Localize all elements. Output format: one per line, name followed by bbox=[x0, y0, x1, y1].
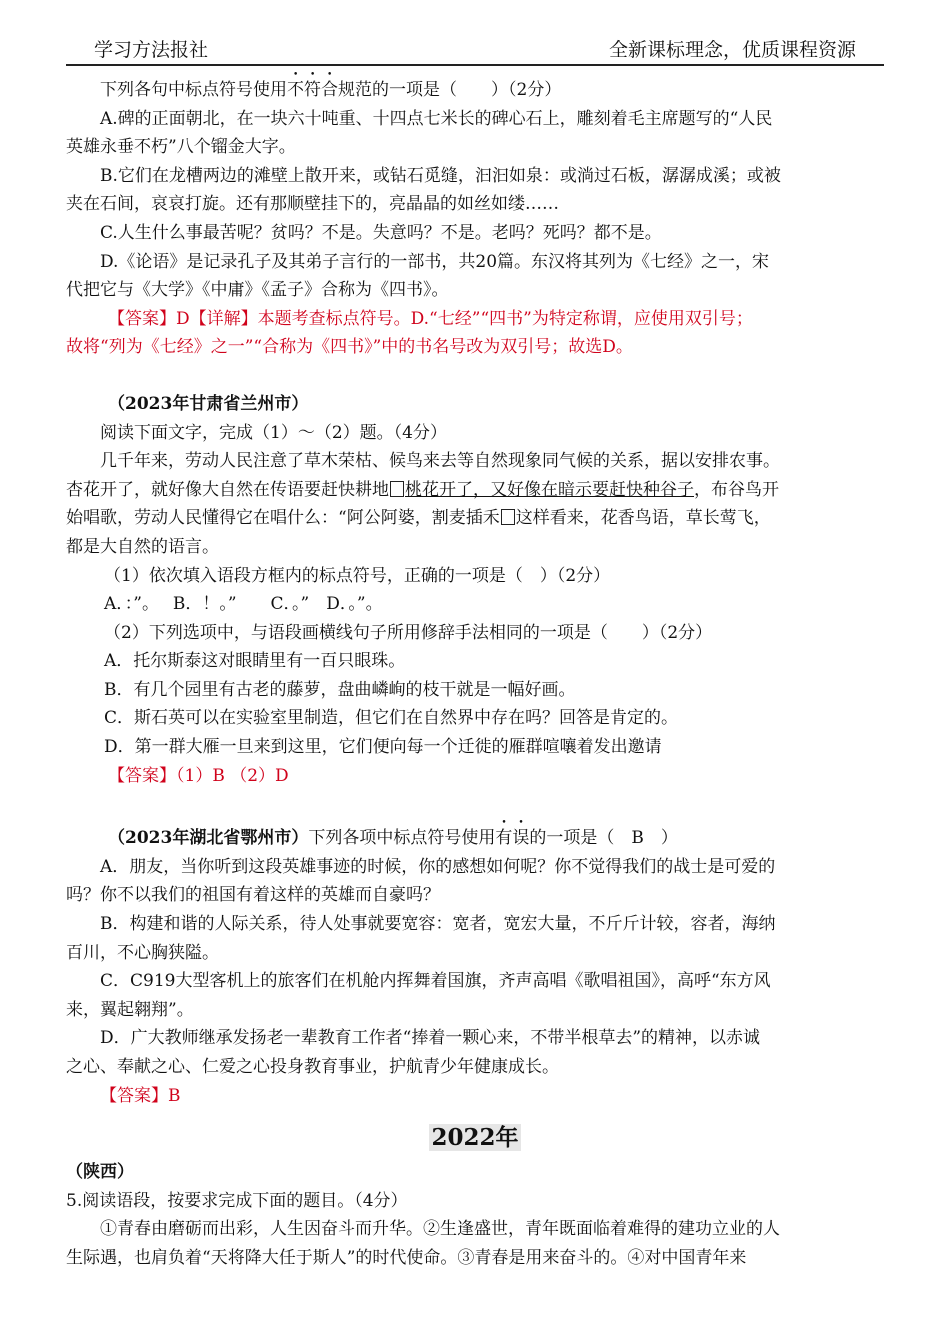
q2-sub2-c: C．斯石英可以在实验室里制造，但它们在自然界中存在吗？回答是肯定的。 bbox=[104, 708, 679, 729]
q2-passage-line1: 几千年来，劳动人民注意了草木荣枯、候鸟来去等自然现象同气候的关系，据以安排农事。 bbox=[100, 451, 780, 472]
page-header bbox=[66, 38, 884, 66]
section-year-heading: 2022年 bbox=[431, 1124, 519, 1152]
q2-sub1-options: A．：”。 B．！。” C．。” D．。”。 bbox=[104, 594, 383, 615]
q3-answer: 【答案】B bbox=[100, 1085, 181, 1106]
q3-option-d: D．广大教师继承发扬老一辈教育工作者“捧着一颗心来，不带半根草去”的精神，以赤诚 bbox=[100, 1028, 761, 1049]
q3-option-a: A．朋友，当你听到这段英雄事迹的时候，你的感想如何呢？你不觉得我们的战士是可爱的 bbox=[100, 856, 776, 877]
q2-passage-line4: 都是大自然的语言。 bbox=[66, 536, 219, 557]
q3-option-b: B．构建和谐的人际关系，待人处事就要宽容：宽者，宽宏大量，不斤斤计较，容者，海纳 bbox=[100, 914, 776, 935]
q1-stem: 下列各句中标点符号使用不符合规范的一项是（ ）（2分） bbox=[100, 80, 562, 100]
q2-sub2-a: A．托尔斯泰这对眼睛里有一百只眼珠。 bbox=[104, 651, 406, 672]
blank-box bbox=[390, 481, 404, 497]
blank-box bbox=[501, 509, 515, 525]
q2-sub1: （1）依次填入语段方框内的标点符号，正确的一项是（ ）（2分） bbox=[104, 565, 611, 586]
underlined-sentence: 桃花开了，又好像在暗示要赶快种谷子 bbox=[405, 479, 694, 500]
q3-option-d-cont: 之心、奉献之心、仁爱之心投身教育事业，护航青少年健康成长。 bbox=[66, 1057, 559, 1077]
q3-option-a-cont: 吗？你不以我们的祖国有着这样的英雄而自豪吗？ bbox=[66, 885, 440, 906]
q3-option-c-cont: 来，翼起翱翔”。 bbox=[66, 999, 194, 1020]
q1-answer-cont: 故将“列为《七经》之一”“合称为《四书》”中的书名号改为双引号；故选D。 bbox=[66, 337, 633, 358]
q2-source: （2023年甘肃省兰州市） bbox=[108, 393, 309, 414]
q1-option-a-cont: 英雄永垂不朽”八个镏金大字。 bbox=[66, 137, 296, 158]
q1-option-c: C.人生什么事最苦呢？贫吗？不是。失意吗？不是。老吗？死吗？都不是。 bbox=[100, 222, 662, 243]
document-body bbox=[66, 70, 884, 1273]
q5-stem: 5.阅读语段，按要求完成下面的题目。（4分） bbox=[66, 1190, 408, 1211]
q5-passage-line2: 生际遇，也肩负着“天将降大任于斯人”的时代使命。③青春是用来奋斗的。④对中国青年来 bbox=[66, 1247, 747, 1268]
q1-option-d: D.《论语》是记录孔子及其弟子言行的一部书，共20篇。东汉将其列为《七经》之一，宋 bbox=[100, 251, 770, 272]
q1-answer: 【答案】D【详解】本题考查标点符号。D.“七经”“四书”为特定称谓，应使用双引号； bbox=[108, 308, 753, 329]
q2-sub2: （2）下列选项中，与语段画横线句子所用修辞手法相同的一项是（ ）（2分） bbox=[104, 622, 713, 643]
slogan: 全新课标理念，优质课程资源 bbox=[608, 39, 856, 61]
q3-option-b-cont: 百川，不心胸狭隘。 bbox=[66, 942, 219, 963]
q3-stem: （2023年湖北省鄂州市）下列各项中标点符号使用有误的一项是（ B ） bbox=[108, 828, 678, 849]
q1-option-d-cont: 代把它与《大学》《中庸》《孟子》合称为《四书》。 bbox=[66, 280, 449, 301]
q2-sub2-b: B．有几个园里有古老的藤萝，盘曲嶙峋的枝干就是一幅好画。 bbox=[104, 679, 576, 700]
publisher-name: 学习方法报社 bbox=[94, 39, 209, 61]
q2-intro: 阅读下面文字，完成（1）～（2）题。（4分） bbox=[100, 422, 447, 443]
q1-option-b: B.它们在龙槽两边的滩壁上散开来，或钻石觅缝，汩汩如泉：或淌过石板，潺潺成溪；或被 bbox=[100, 165, 781, 186]
q2-passage-line3: 始唱歌，劳动人民懂得它在唱什么：“阿公阿婆，割麦插禾 这样看来，花香鸟语，草长莺飞， bbox=[66, 508, 771, 529]
q2-sub2-d: D．第一群大雁一旦来到这里，它们便向每一个迁徙的雁群喧嚷着发出邀请 bbox=[104, 737, 662, 758]
q3-option-c: C．C919大型客机上的旅客们在机舱内挥舞着国旗，齐声高唱《歌唱祖国》，高呼“东方风 bbox=[100, 971, 771, 992]
q2-answer: 【答案】（1）B （2）D bbox=[108, 765, 289, 786]
q1-option-a: A.碑的正面朝北，在一块六十吨重、十四点七米长的碑心石上，雕刻着毛主席题写的“人民 bbox=[100, 108, 773, 129]
province-label: （陕西） bbox=[66, 1162, 134, 1183]
q5-passage-line1: ①青春由磨砺而出彩，人生因奋斗而升华。②生逢盛世，青年既面临着难得的建功立业的人 bbox=[100, 1219, 780, 1240]
q2-passage-line2: 杏花开了，就好像大自然在传语要赶快耕地 桃花开了，又好像在暗示要赶快种谷子，布谷鸟开 bbox=[66, 479, 779, 500]
q1-option-b-cont: 夹在石间，哀哀打旋。还有那顺壁挂下的，亮晶晶的如丝如缕…… bbox=[66, 194, 559, 215]
